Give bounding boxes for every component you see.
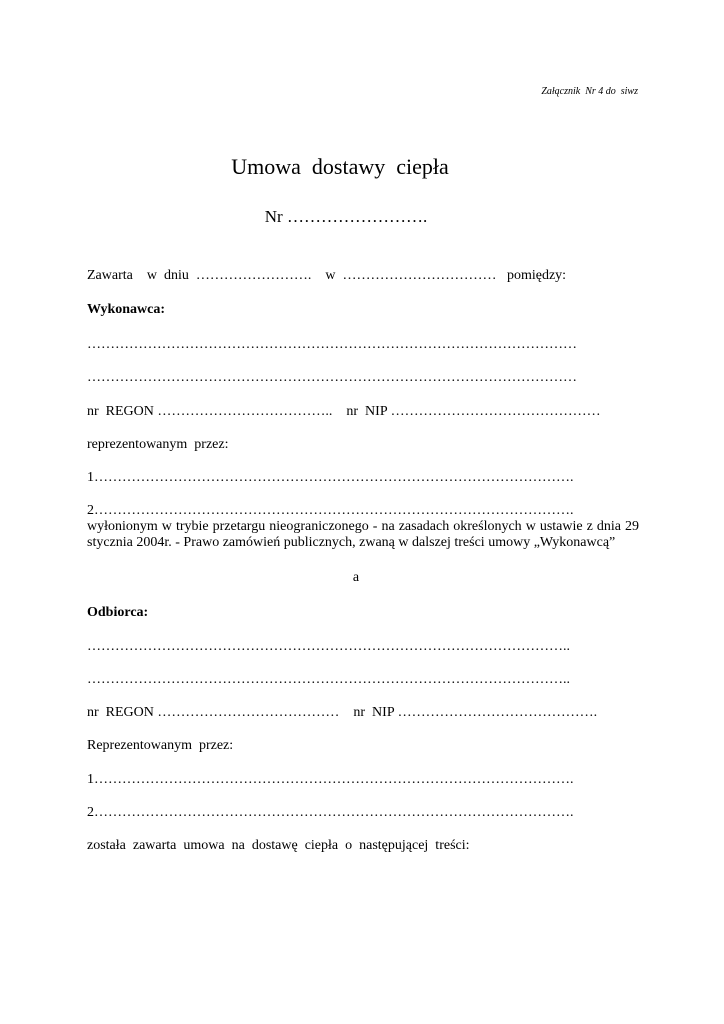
closing-statement: została zawarta umowa na dostawę ciepła o następującej treści: [87, 838, 470, 853]
contractor-represented-label: reprezentowanym przez: [87, 437, 229, 452]
recipient-representative-1: 1…………………………………………………………………………………………. [87, 772, 574, 787]
contractor-address-line: …………………………………………………………………………………………… [87, 370, 577, 385]
recipient-heading: Odbiorca: [87, 605, 149, 620]
recipient-name-line: ………………………………………………………………………………………….. [87, 639, 570, 654]
contractor-representative-1: 1…………………………………………………………………………………………. [87, 470, 574, 485]
concluded-line: Zawarta w dniu ……………………. w …………………………… pomiędzy: [87, 268, 567, 283]
contractor-name-line: …………………………………………………………………………………………… [87, 337, 577, 352]
attachment-note: Załącznik Nr 4 do siwz [541, 86, 638, 97]
recipient-representative-2: 2…………………………………………………………………………………………. [87, 805, 574, 820]
conjunction-a: a [352, 570, 360, 585]
contract-number: Nr ……………………. [264, 207, 428, 226]
contractor-representative-2: 2…………………………………………………………………………………………. [87, 503, 574, 518]
document-title: Umowa dostawy ciepła [231, 154, 449, 179]
contractor-regon-nip: nr REGON ……………………………….. nr NIP ……………………………………… [87, 404, 601, 419]
recipient-address-line: ………………………………………………………………………………………….. [87, 672, 570, 687]
recipient-represented-label: Reprezentowanym przez: [87, 738, 234, 753]
contractor-selection-paragraph: wyłonionym w trybie przetargu nieograniczonego - na zasadach określonych w ustawie z dnia 29 stycznia 2004r. - Prawo zamówień publicznych, zwaną w dalszej treści umowy „Wykonawcą” [87, 519, 639, 550]
recipient-regon-nip: nr REGON ………………………………… nr NIP ……………………………………. [87, 705, 598, 720]
contractor-heading: Wykonawca: [87, 302, 166, 317]
